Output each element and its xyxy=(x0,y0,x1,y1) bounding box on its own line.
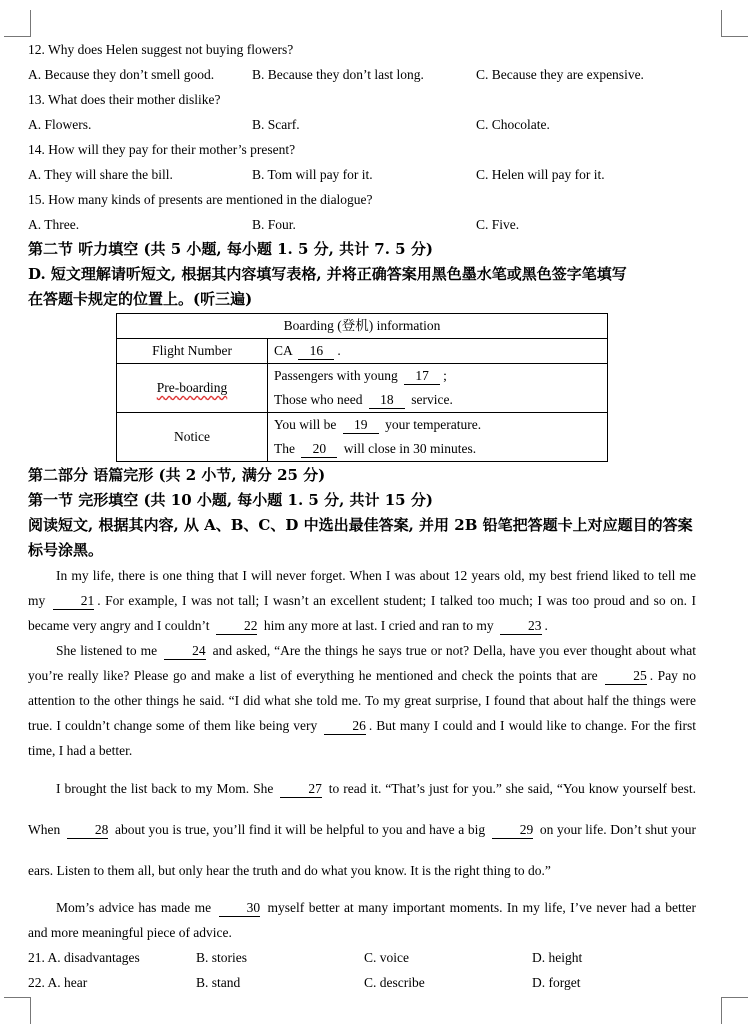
question-15-options xyxy=(28,212,696,237)
crop-mark-top-right xyxy=(721,10,748,37)
notice-label: Notice xyxy=(117,413,268,462)
notice-text-1b: your temperature. xyxy=(385,417,482,432)
blank-27: 27 xyxy=(280,781,322,798)
option-a: A. Flowers. xyxy=(28,117,92,132)
option-a: 22. A. hear xyxy=(28,975,88,990)
cloze-options-21 xyxy=(28,945,696,970)
text: Mom’s advice has made me xyxy=(56,900,212,915)
flight-prefix: CA xyxy=(274,343,293,358)
flight-number-cell: CA 16 . xyxy=(268,339,608,364)
text: myself better at many important moments. In my life, I’ve never had a better and more meaningful piece of advice. xyxy=(28,900,696,940)
option-b: B. stand xyxy=(196,975,241,990)
passage-paragraph-3 xyxy=(28,768,696,891)
notice-row-2 xyxy=(268,437,608,462)
text: In my life, there is one thing that I will never forget. When I was about 12 years old, my best friend liked to tell me my xyxy=(28,568,696,608)
pre-boarding-row-1 xyxy=(268,364,608,389)
blank-17: 17 xyxy=(404,368,440,385)
section-heading: 第二节 听力填空 (共 5 小题, 每小题 1. 5 分, 共计 7. 5 分) xyxy=(28,240,433,258)
question-14-options xyxy=(28,162,696,187)
text: to read it. “That’s just for you.” she said, “You know yourself best. When xyxy=(28,781,696,837)
text: I brought the list back to my Mom. She xyxy=(56,781,274,796)
option-a: 21. A. disadvantages xyxy=(28,950,140,965)
option-c: C. Helen will pay for it. xyxy=(476,167,605,182)
question-14: 14. How will they pay for their mother’s present? xyxy=(28,142,296,157)
option-d: D. forget xyxy=(532,975,581,990)
option-c: C. Chocolate. xyxy=(476,117,550,132)
crop-mark-top-left xyxy=(4,10,31,37)
blank-23: 23 xyxy=(500,618,542,635)
passage-paragraph-4 xyxy=(28,895,696,945)
text: about you is true, you’ll find it will be helpful to you and have a big xyxy=(114,822,486,837)
option-c: C. voice xyxy=(364,950,409,965)
notice-row-1 xyxy=(268,413,608,438)
pre-boarding-text-1b: ; xyxy=(443,368,447,383)
option-a: A. Because they don’t smell good. xyxy=(28,67,215,82)
option-c: C. Because they are expensive. xyxy=(476,67,644,82)
option-b: B. Tom will pay for it. xyxy=(252,167,373,182)
blank-25: 25 xyxy=(605,668,647,685)
question-12: 12. Why does Helen suggest not buying flowers? xyxy=(28,42,294,57)
notice-text-2: The xyxy=(274,441,295,456)
question-13-options xyxy=(28,112,696,137)
crop-mark-bottom-right xyxy=(721,997,748,1024)
pre-boarding-text-2b: service. xyxy=(411,392,453,407)
blank-22: 22 xyxy=(216,618,258,635)
cloze-options-22 xyxy=(28,970,696,995)
text: him any more at last. I cried and ran to my xyxy=(263,618,494,633)
question-15: 15. How many kinds of presents are mentioned in the dialogue? xyxy=(28,192,373,207)
section-instructions: D. 短文理解请听短文, 根据其内容填写表格, 并将正确答案用黑色墨水笔或黑色签字笔填写 xyxy=(28,265,627,283)
blank-19: 19 xyxy=(343,417,379,434)
blank-18: 18 xyxy=(369,392,405,409)
option-b: B. Scarf. xyxy=(252,117,300,132)
text: on your life. Don’t shut your ears. Listen to them all, but only hear the truth and do what you know. It is the right thing to do.” xyxy=(28,822,696,878)
blank-16: 16 xyxy=(298,343,334,360)
blank-30: 30 xyxy=(219,900,261,917)
blank-29: 29 xyxy=(492,822,534,839)
text: and asked, “Are the things he says true or not? Della, have you ever thought about what you’re really like? Please go and make a list of everything he mentioned and check the points that are xyxy=(28,643,697,683)
option-c: C. describe xyxy=(364,975,425,990)
blank-28: 28 xyxy=(67,822,109,839)
cloze-section-heading: 第一节 完形填空 (共 10 小题, 每小题 1. 5 分, 共计 15 分) xyxy=(28,491,433,509)
boarding-info-table xyxy=(116,313,608,462)
question-12-options xyxy=(28,62,696,87)
part-heading: 第二部分 语篇完形 (共 2 小节, 满分 25 分) xyxy=(28,466,326,484)
text: . But many I could and I would like to change. For the first time, I had a better. xyxy=(28,718,697,758)
passage-paragraph-1 xyxy=(28,563,696,638)
notice-text-2b: will close in 30 minutes. xyxy=(343,441,477,456)
pre-boarding-text: Pre-boarding xyxy=(156,380,228,395)
text: . Pay no attention to the other things he said. “I did what she told me. To my great surprise, I found that about half the things were true. I couldn’t change some of them like being very xyxy=(28,668,697,733)
text: She listened to me xyxy=(56,643,158,658)
option-b: B. Because they don’t last long. xyxy=(252,67,424,82)
blank-21: 21 xyxy=(53,593,95,610)
pre-boarding-row-2 xyxy=(268,388,608,413)
pre-boarding-text-2: Those who need xyxy=(274,392,363,407)
notice-text-1: You will be xyxy=(274,417,337,432)
passage-paragraph-2 xyxy=(28,638,696,763)
option-a: A. Three. xyxy=(28,217,80,232)
section-instructions-cont: 在答题卡规定的位置上。(听三遍) xyxy=(28,290,253,308)
pre-boarding-label xyxy=(117,364,268,413)
blank-20: 20 xyxy=(301,441,337,458)
question-13: 13. What does their mother dislike? xyxy=(28,92,221,107)
option-d: D. height xyxy=(532,950,583,965)
option-b: B. stories xyxy=(196,950,248,965)
blank-24: 24 xyxy=(164,643,206,660)
exam-page xyxy=(28,37,696,995)
cloze-instructions: 阅读短文, 根据其内容, 从 A、B、C、D 中选出最佳答案, 并用 2B 铅笔把答题卡上对应题目的答案标号涂黑。 xyxy=(28,516,693,559)
option-c: C. Five. xyxy=(476,217,520,232)
blank-26: 26 xyxy=(324,718,366,735)
text: . xyxy=(544,618,548,633)
table-title: Boarding (登机) information xyxy=(117,314,608,339)
option-b: B. Four. xyxy=(252,217,296,232)
crop-mark-bottom-left xyxy=(4,997,31,1024)
option-a: A. They will share the bill. xyxy=(28,167,173,182)
pre-boarding-text-1: Passengers with young xyxy=(274,368,398,383)
flight-number-label: Flight Number xyxy=(117,339,268,364)
text: . For example, I was not tall; I wasn’t an excellent student; I talked too much; I was too proud and so on. I became very angry and I couldn’t xyxy=(28,593,697,633)
